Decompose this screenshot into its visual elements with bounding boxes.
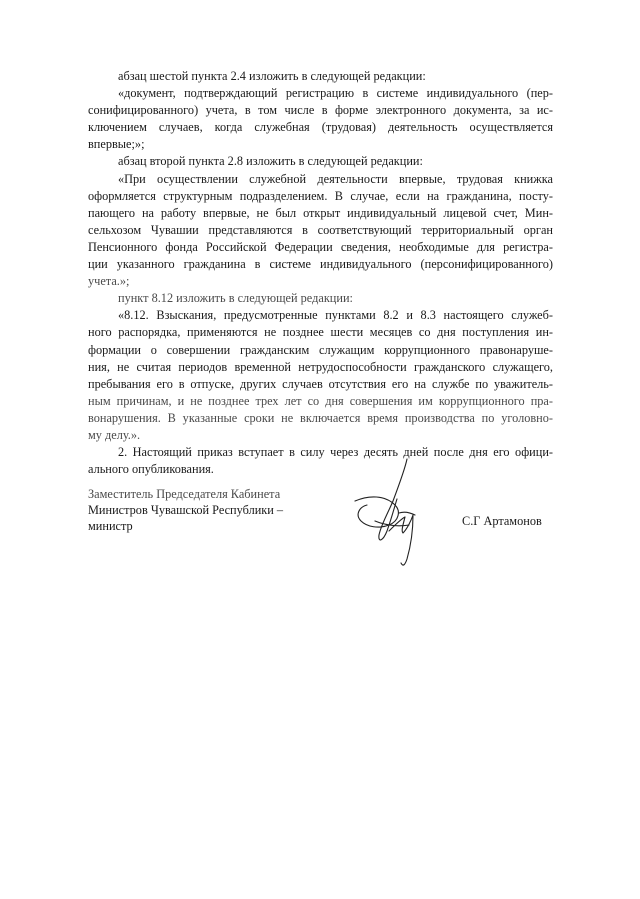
paragraph-line: учета.»; (88, 274, 130, 289)
signatory-title-line: Министров Чувашской Республики – (88, 503, 284, 517)
signatory-title-line: Заместитель Председателя Кабинета (88, 487, 281, 501)
paragraph-line: ции указанного гражданина в системе индивидуального (персонифицированного) (88, 257, 553, 272)
paragraph-line: ключением случаев, когда служебная (трудовая) деятельность осуществляется (88, 120, 553, 135)
paragraph-line: абзац второй пункта 2.8 изложить в следующей редакции: (118, 154, 423, 169)
handwritten-signature (345, 455, 440, 575)
paragraph-line: пающего на работу впервые, не был открыт индивидуальный лицевой счет, Мин- (88, 205, 553, 220)
paragraph-line: «8.12. Взыскания, предусмотренные пунктами 8.2 и 8.3 настоящего служеб- (118, 308, 553, 323)
paragraph-line: «документ, подтверждающий регистрацию в системе индивидуального (пер- (118, 86, 553, 101)
document-body (88, 68, 553, 478)
paragraph-line: впервые;»; (88, 137, 145, 152)
paragraph-line: формации о совершении гражданским служащим коррупционного правонаруше- (88, 342, 553, 357)
paragraph-line: Пенсионного фонда Российской Федерации сведения, необходимые для регистра- (88, 239, 553, 254)
signatory-title (88, 486, 288, 534)
paragraph-line: вонарушения. В указанные сроки не включается время производства по уголовно- (88, 410, 553, 425)
paragraph-line: му делу.». (88, 427, 141, 442)
signatory-name: С.Г Артамонов (462, 514, 542, 528)
paragraph-line: ного распорядка, применяются не позднее шести месяцев со дня поступления ин- (88, 325, 553, 340)
signatory-title-line: министр (88, 519, 133, 533)
paragraph-line: сонифицированного) учета, в том числе в форме электронного документа, за ис- (88, 103, 553, 118)
paragraph-line: ным причинам, и не позднее трех лет со дня совершения им коррупционного пра- (88, 393, 553, 408)
paragraph-line: пребывания его в отпуске, других случаев отсутствия его на службе по уважитель- (88, 376, 553, 391)
paragraph-line: 2. Настоящий приказ вступает в силу через десять дней после дня его офици- (118, 445, 553, 460)
paragraph-line: пункт 8.12 изложить в следующей редакции: (118, 291, 353, 306)
paragraph-line: абзац шестой пункта 2.4 изложить в следующей редакции: (118, 69, 426, 83)
paragraph-line: ния, не считая периодов временной нетрудоспособности гражданского служащего, (88, 359, 553, 374)
paragraph-line: ального опубликования. (88, 462, 214, 477)
paragraph-line: сельхозом Чувашии представляются в соответствующий территориальный орган (88, 222, 553, 237)
paragraph-line: оформляется структурным подразделением. В случае, если на гражданина, посту- (88, 188, 553, 203)
paragraph-line: «При осуществлении служебной деятельности впервые, трудовая книжка (118, 171, 553, 186)
